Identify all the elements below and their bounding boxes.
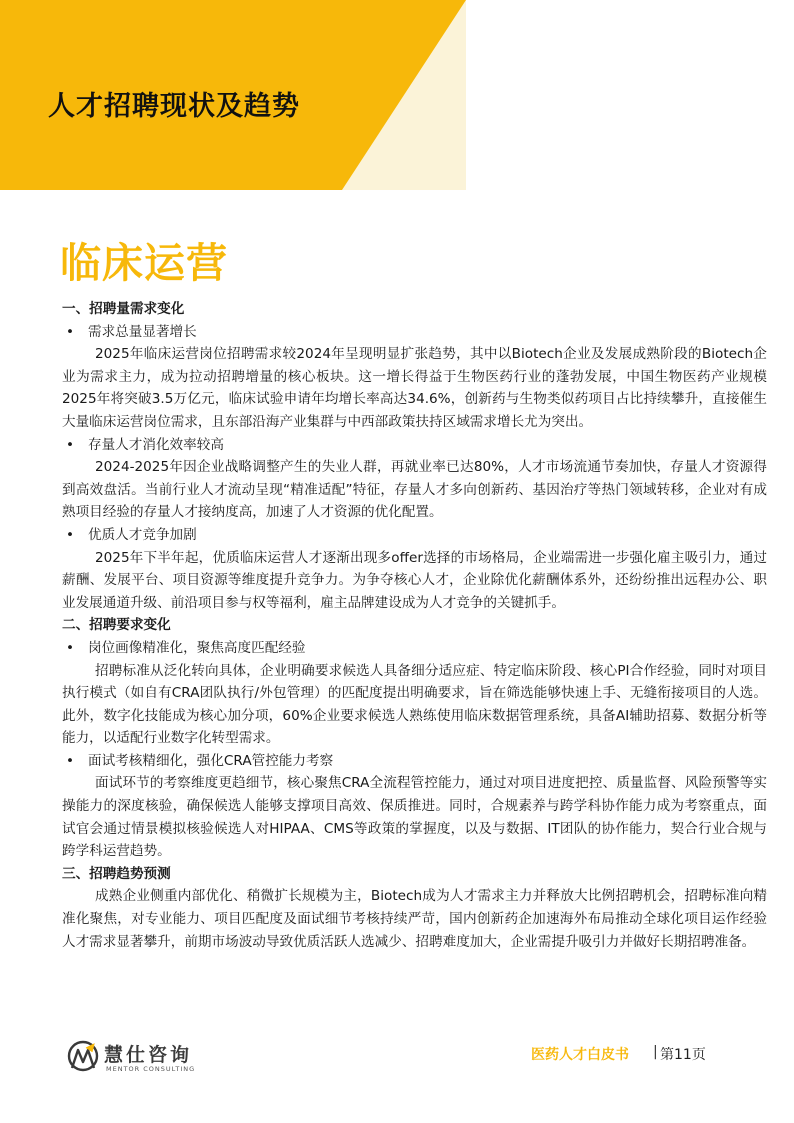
bullet-label: 面试考核精细化，强化CRA管控能力考察 <box>88 752 334 769</box>
paragraph: 2024-2025年因企业战略调整产生的失业人群，再就业率已达80%，人才市场流通节奏加快，存量人才资源得到高效盘活。当前行业人才流动呈现“精准适配”特征，存量人才多向创新药、基因治疗等热门领域转移，企业对有成熟项目经验的存量人才接纳度高，加速了人才资源的优化配置。 <box>62 459 767 521</box>
heading-trend-forecast: 三、招聘趋势预测 <box>62 865 171 882</box>
mentor-logo-icon <box>66 1038 100 1078</box>
bullet-label: 优质人才竞争加剧 <box>88 526 197 543</box>
bullet-item <box>62 434 767 457</box>
paragraph: 2025年临床运营岗位招聘需求较2024年呈现明显扩张趋势，其中以Biotech企业及发展成熟阶段的Biotech企业为需求主力，成为拉动招聘增量的核心板块。这一增长得益于生物医药行业的蓬勃发展，中国生物医药产业规模2025年将突破3.5万亿元，临床试验申请年均增长率高达34.6%，创新药与生物类似药项目占比持续攀升，直接催生大量临床运营岗位需求，且东部沿海产业集群与中西部政策扶持区域需求增长尤为突出。 <box>62 346 767 430</box>
page-footer <box>0 1030 794 1090</box>
bullet-item <box>62 750 767 773</box>
bullet-label: 岗位画像精准化，聚焦高度匹配经验 <box>88 639 306 656</box>
bullet-dot: • <box>66 323 75 340</box>
page-title: 人才招聘现状及趋势 <box>48 91 300 122</box>
logo-chinese-name: 慧仕咨询 <box>104 1044 193 1066</box>
bullet-dot: • <box>66 526 75 543</box>
bullet-label: 存量人才消化效率较高 <box>88 436 224 453</box>
book-title: 医药人才白皮书 <box>531 1047 629 1063</box>
bullet-item <box>62 637 767 660</box>
logo-english-name: MENTOR CONSULTING <box>106 1065 196 1073</box>
header-banner <box>0 0 794 190</box>
paragraph: 2025年下半年起，优质临床运营人才逐渐出现多offer选择的市场格局，企业端需进一步强化雇主吸引力，通过薪酬、发展平台、项目资源等维度提升竞争力。为争夺核心人才，企业除优化薪酬体系外，还纷纷推出远程办公、职业发展通道升级、前沿项目参与权等福利，雇主品牌建设成为人才竞争的关键抓手。 <box>62 549 767 611</box>
bullet-dot: • <box>66 639 75 656</box>
heading-demand-change: 一、招聘量需求变化 <box>62 301 185 317</box>
paragraph: 招聘标准从泛化转向具体，企业明确要求候选人具备细分适应症、特定临床阶段、核心PI合作经验，同时对项目执行模式（如自有CRA团队执行/外包管理）的匹配度提出明确要求，旨在筛选能够快速上手、无缝衔接项目的人选。此外，数字化技能成为核心加分项，60%企业要求候选人熟练使用临床数据管理系统，具备AI辅助招募、数据分析等能力，以适配行业数字化转型需求。 <box>62 662 767 747</box>
bullet-item <box>62 524 767 547</box>
main-content <box>62 298 767 953</box>
footer-separator: | <box>653 1044 658 1060</box>
bullet-dot: • <box>66 436 75 453</box>
paragraph: 面试环节的考察维度更趋细节，核心聚焦CRA全流程管控能力，通过对项目进度把控、质量监督、风险预警等实操能力的深度核验，确保候选人能够支撑项目高效、保质推进。同时，合规素养与跨学科协作能力成为考察重点，面试官会通过情景模拟核验候选人对HIPAA、CMS等政策的掌握度，以及与数据、IT团队的协作能力，契合行业合规与跨学科运营趋势。 <box>62 775 767 860</box>
page-number: 第11页 <box>660 1047 706 1063</box>
section-title: 临床运营 <box>60 239 228 287</box>
bullet-label: 需求总量显著增长 <box>88 323 197 340</box>
paragraph: 成熟企业侧重内部优化、稍微扩长规模为主，Biotech成为人才需求主力并释放大比例招聘机会，招聘标准向精准化聚焦，对专业能力、项目匹配度及面试细节考核持续严苛，国内创新药企加速海外布局推动全球化项目运作经验人才需求显著攀升，前期市场波动导致优质活跃人选减少、招聘难度加大，企业需提升吸引力并做好长期招聘准备。 <box>62 888 767 950</box>
bullet-item <box>62 321 767 344</box>
bullet-dot: • <box>66 752 75 769</box>
heading-requirement-change: 二、招聘要求变化 <box>62 617 171 634</box>
